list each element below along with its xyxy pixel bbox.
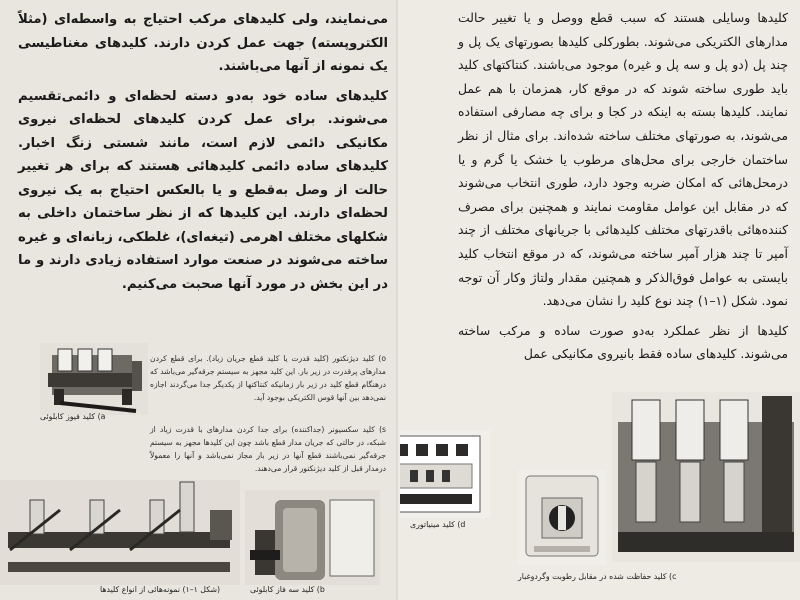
- right-text-column: [458, 6, 788, 366]
- contactor-image: [612, 392, 800, 562]
- caption-circuit-breaker: ο) کلید دیژنکتور (کلید قدرت یا کلید قطع جریان زیاد). برای قطع کردن مدارهای پرقدرت در زیر بار. این کلید مجهز به سیستم جرقه‌گیر می‌باشد که درهنگام قطع کلید در زیر بار زمانیکه کنتاکتها از یکدیگر جدا می‌گردند اجازه نمی‌دهد بین آنها قوس الکتریکی بوجود آید.: [150, 354, 386, 402]
- figure-a-cable-fuse-switch: [40, 343, 148, 415]
- figure-a-label: a) کلید فیوز کابلوئی: [40, 412, 106, 421]
- three-phase-switch-image: [245, 490, 380, 585]
- disconnector-switch-image: [0, 480, 240, 585]
- figure-c-label: c) کلید حفاظت شده در مقابل رطوبت وگردوغبار: [518, 572, 677, 581]
- figure-b-three-phase-switch: [245, 490, 380, 585]
- right-paragraph-1: کلیدها وسایلی هستند که سبب قطع ووصل و یا تغییر حالت مدارهای الکتریکی می‌شوند. بطورکلی کلیدها بصورتهای یک پل و چند پل (دو پل و سه پل و غیره) موجود می‌باشند. کنتاکتهای کلید باید طوری ساخته شوند که در موقع کار، همزمان با هم عمل نمایند. کلیدها بسته به اینکه در کجا و برای چه مصارفی استفاده می‌شوند، به صورتهای مختلف ساخته شده‌اند. برای مثال از نظر ساختمان خارجی برای محل‌های مرطوب یا خشک یا گرم و یا درمحل‌هائی که امکان ضربه وجود دارد، طوری انتخاب می‌شوند که در مقابل این عوامل مقاومت نمایند و همچنین برای مصرف کننده‌هائی باقدرتهای مختلف کلیدهائی با جریانهای مختلف از چند آمپر تا چند هزار آمپر ساخته می‌شوند، که در موقع انتخاب کلید بایستی به عوامل فوق‌الذکر و همچنین مقدار ولتاژ وکار آن توجه نمود. شکل (۱–۱) چند نوع کلید را نشان می‌دهد.: [458, 10, 788, 309]
- figure-c-weatherproof-switch: [518, 470, 606, 565]
- right-page: [400, 0, 800, 600]
- right-paragraph-2: کلیدها از نظر عملکرد به‌دو صورت ساده و مرکب ساخته می‌شوند. کلیدهای ساده فقط بانیروی مکانیکی عمل: [458, 322, 788, 362]
- left-paragraph-2: کلیدهای ساده خود به‌دو دسته لحظه‌ای و دائمی‌تقسیم می‌شوند. برای عمل کردن کلیدهای لحظه‌ای نیروی مکانیکی دائمی لازم است، مانند شستی زنگ اخبار. کلیدهای ساده دائمی کلیدهائی هستند که برای هر تغییر حالت از وصل به‌قطع و یا بالعکس احتیاج به یک نیروی لحظه‌ای دارند. این کلیدها که از نظر ساختمان داخلی به شکلهای مختلف اهرمی (تیغه‌ای)، غلطکی، زبانه‌ای و غیره ساخته می‌شوند در صنعت موارد استفاده زیادی دارند و ما در این بخش در مورد آنها صحبت می‌کنیم.: [18, 88, 388, 292]
- figure-disconnector: [0, 480, 240, 585]
- miniature-breaker-image: [400, 430, 490, 518]
- caption-disconnector: s) کلید سکسیونر (جداکننده) برای جدا کردن مدارهای با قدرت زیاد از شبکه، در حالتی که جریان مدار قطع باشد چون این کلیدها مجهز به سیستم جرقه‌گیر نمی‌باشند قطع آنها در زیر بار مجاز نمی‌باشد و آنها را معمولاً درمدار قبل از کلید دیژنکتور قرار می‌دهند.: [150, 425, 386, 473]
- figure-contactor: [612, 392, 800, 562]
- figure-d-miniature-breaker: [400, 430, 490, 518]
- figure-caption: (شکل ۱–۱) نمونه‌هائی از انواع کلیدها: [100, 585, 221, 594]
- left-text-column: [18, 8, 388, 296]
- figure-d-label: d) کلید مینیاتوری: [410, 520, 466, 529]
- figure-b-label: b) کلید سه فاز کابلوئی: [250, 585, 325, 594]
- weatherproof-switch-image: [518, 470, 606, 565]
- left-paragraph-1: می‌نمایند، ولی کلیدهای مرکب احتیاج به واسطه‌ای (مثلاً الکتروپسته) جهت عمل کردن دارند. کلیدهای مغناطیسی یک نمونه از آنها می‌باشند.: [18, 12, 388, 74]
- cable-fuse-switch-image: [40, 343, 148, 415]
